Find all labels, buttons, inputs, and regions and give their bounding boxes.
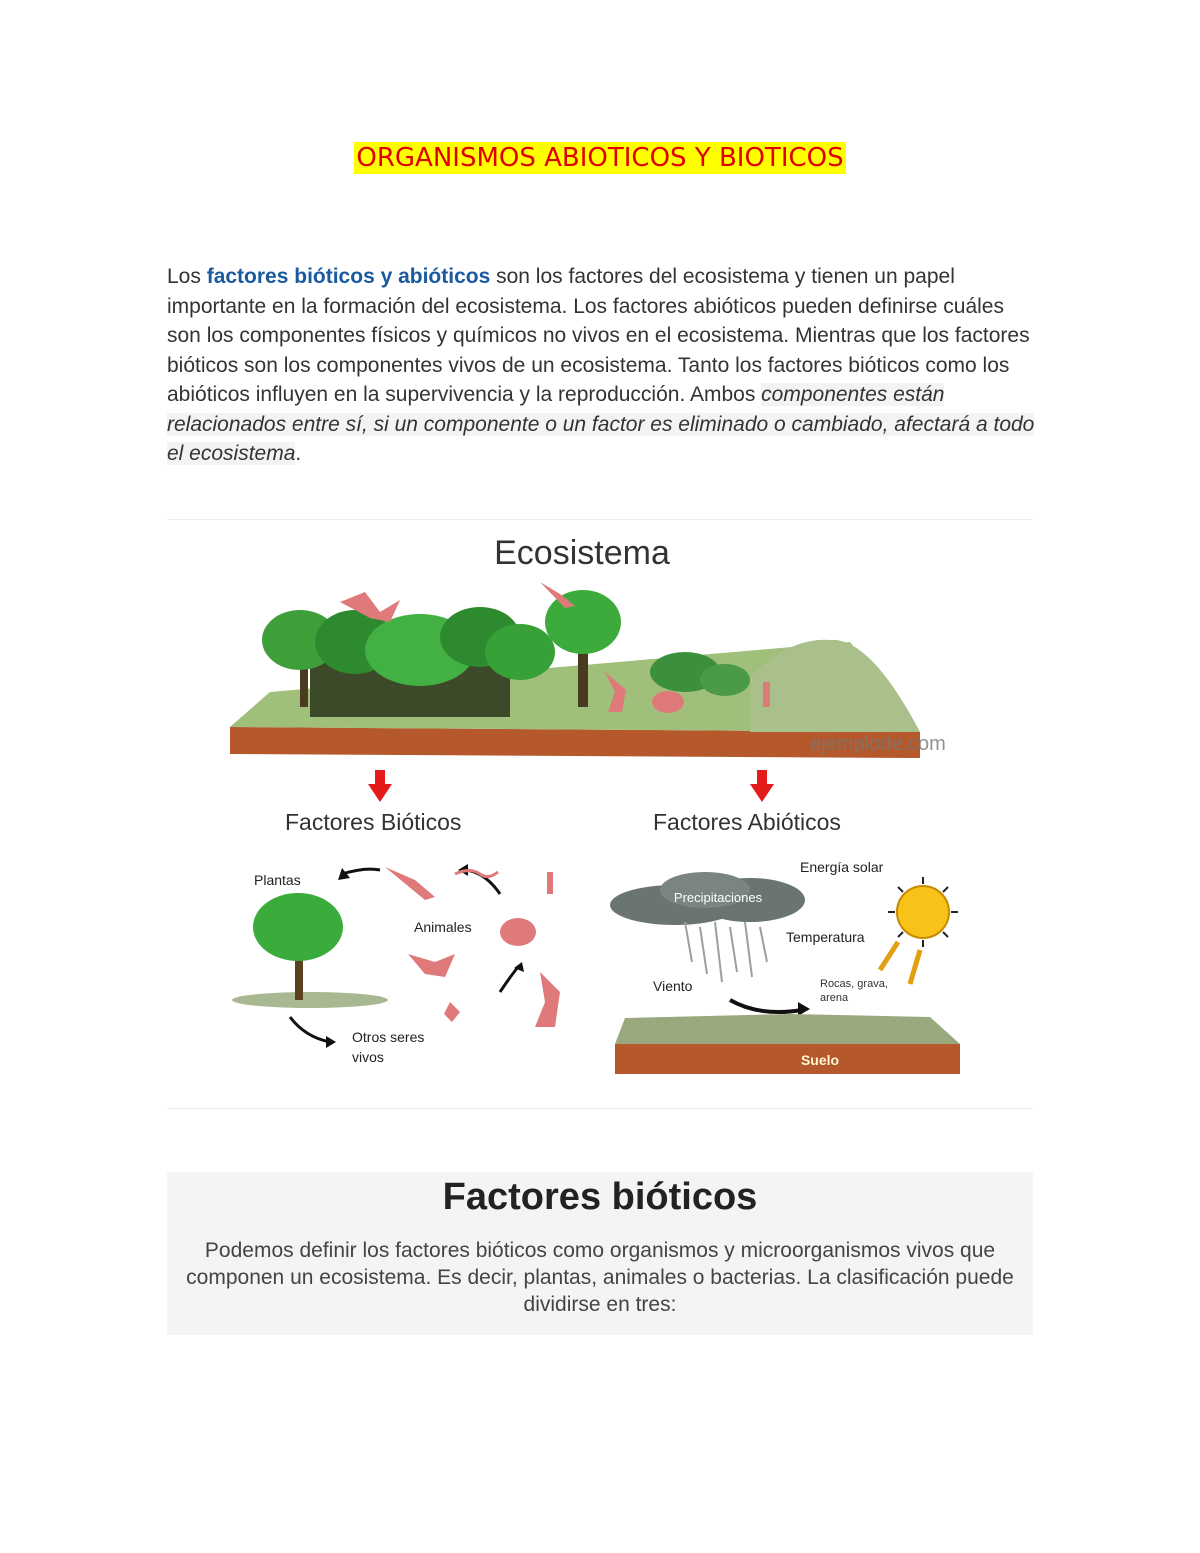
label-precipitation: Precipitaciones bbox=[673, 890, 763, 905]
biotic-heading: Factores Bióticos bbox=[285, 809, 462, 835]
document-title: ORGANISMOS ABIOTICOS Y BIOTICOS bbox=[356, 143, 844, 173]
biotic-factors-section bbox=[167, 1172, 1033, 1335]
intro-text-3: . bbox=[295, 442, 302, 465]
biotic-panel bbox=[232, 864, 560, 1065]
label-animals: Animales bbox=[414, 919, 472, 935]
figure-title: Ecosistema bbox=[494, 534, 670, 572]
intro-italic: componentes están relacionados entre sí, si un componente o un factor es eliminado o cambiado, afectará a todo el ecosistema bbox=[167, 383, 1035, 465]
label-rocks-2: arena bbox=[820, 992, 849, 1004]
sun-icon bbox=[888, 877, 958, 947]
intro-paragraph bbox=[167, 262, 1037, 469]
rain-icon bbox=[685, 922, 767, 982]
abiotic-heading: Factores Abióticos bbox=[653, 809, 841, 835]
intro-text-1: Los bbox=[167, 265, 207, 288]
tree-icon bbox=[253, 893, 343, 1000]
abiotic-panel bbox=[610, 859, 960, 1074]
label-plants: Plantas bbox=[254, 872, 301, 888]
figure-watermark: ejemplode.com bbox=[810, 733, 946, 755]
label-solar: Energía solar bbox=[800, 859, 884, 875]
document-title-block bbox=[0, 143, 1200, 173]
label-rocks-1: Rocas, grava, bbox=[820, 978, 888, 990]
intro-highlight-link[interactable]: factores bióticos y abióticos bbox=[206, 265, 491, 288]
section-heading: Factores bióticos bbox=[442, 1176, 758, 1218]
label-others-1: Otros seres bbox=[352, 1029, 425, 1045]
label-soil: Suelo bbox=[800, 1052, 840, 1068]
section-text: Podemos definir los factores bióticos como organismos y microorganismos vivos que componen un ecosistema. Es decir, plantas, animales o bacterias. La clasificación puede dividirse en tres: bbox=[186, 1239, 1014, 1316]
cloud-icon bbox=[610, 872, 805, 925]
label-temperature: Temperatura bbox=[786, 929, 865, 945]
down-arrow-icon bbox=[750, 770, 774, 802]
down-arrow-icon bbox=[368, 770, 392, 802]
ecosystem-landscape bbox=[230, 582, 946, 758]
label-others-2: vivos bbox=[352, 1049, 384, 1065]
intro-text-2: son los factores del ecosistema y tienen un papel importante en la formación del ecosistema. Los factores abióticos pueden definirse cuáles son los componentes físicos y químicos no vivos en el ecosistema. Mientras que los factores bióticos son los componentes vivos de un ecosistema. Tanto los factores bióticos como los abióticos influyen en la supervivencia y la reproducción. Ambos bbox=[167, 265, 1030, 406]
label-wind: Viento bbox=[653, 978, 693, 994]
ecosystem-figure bbox=[230, 522, 970, 1082]
divider-top bbox=[167, 519, 1033, 520]
divider-bottom bbox=[167, 1108, 1033, 1109]
